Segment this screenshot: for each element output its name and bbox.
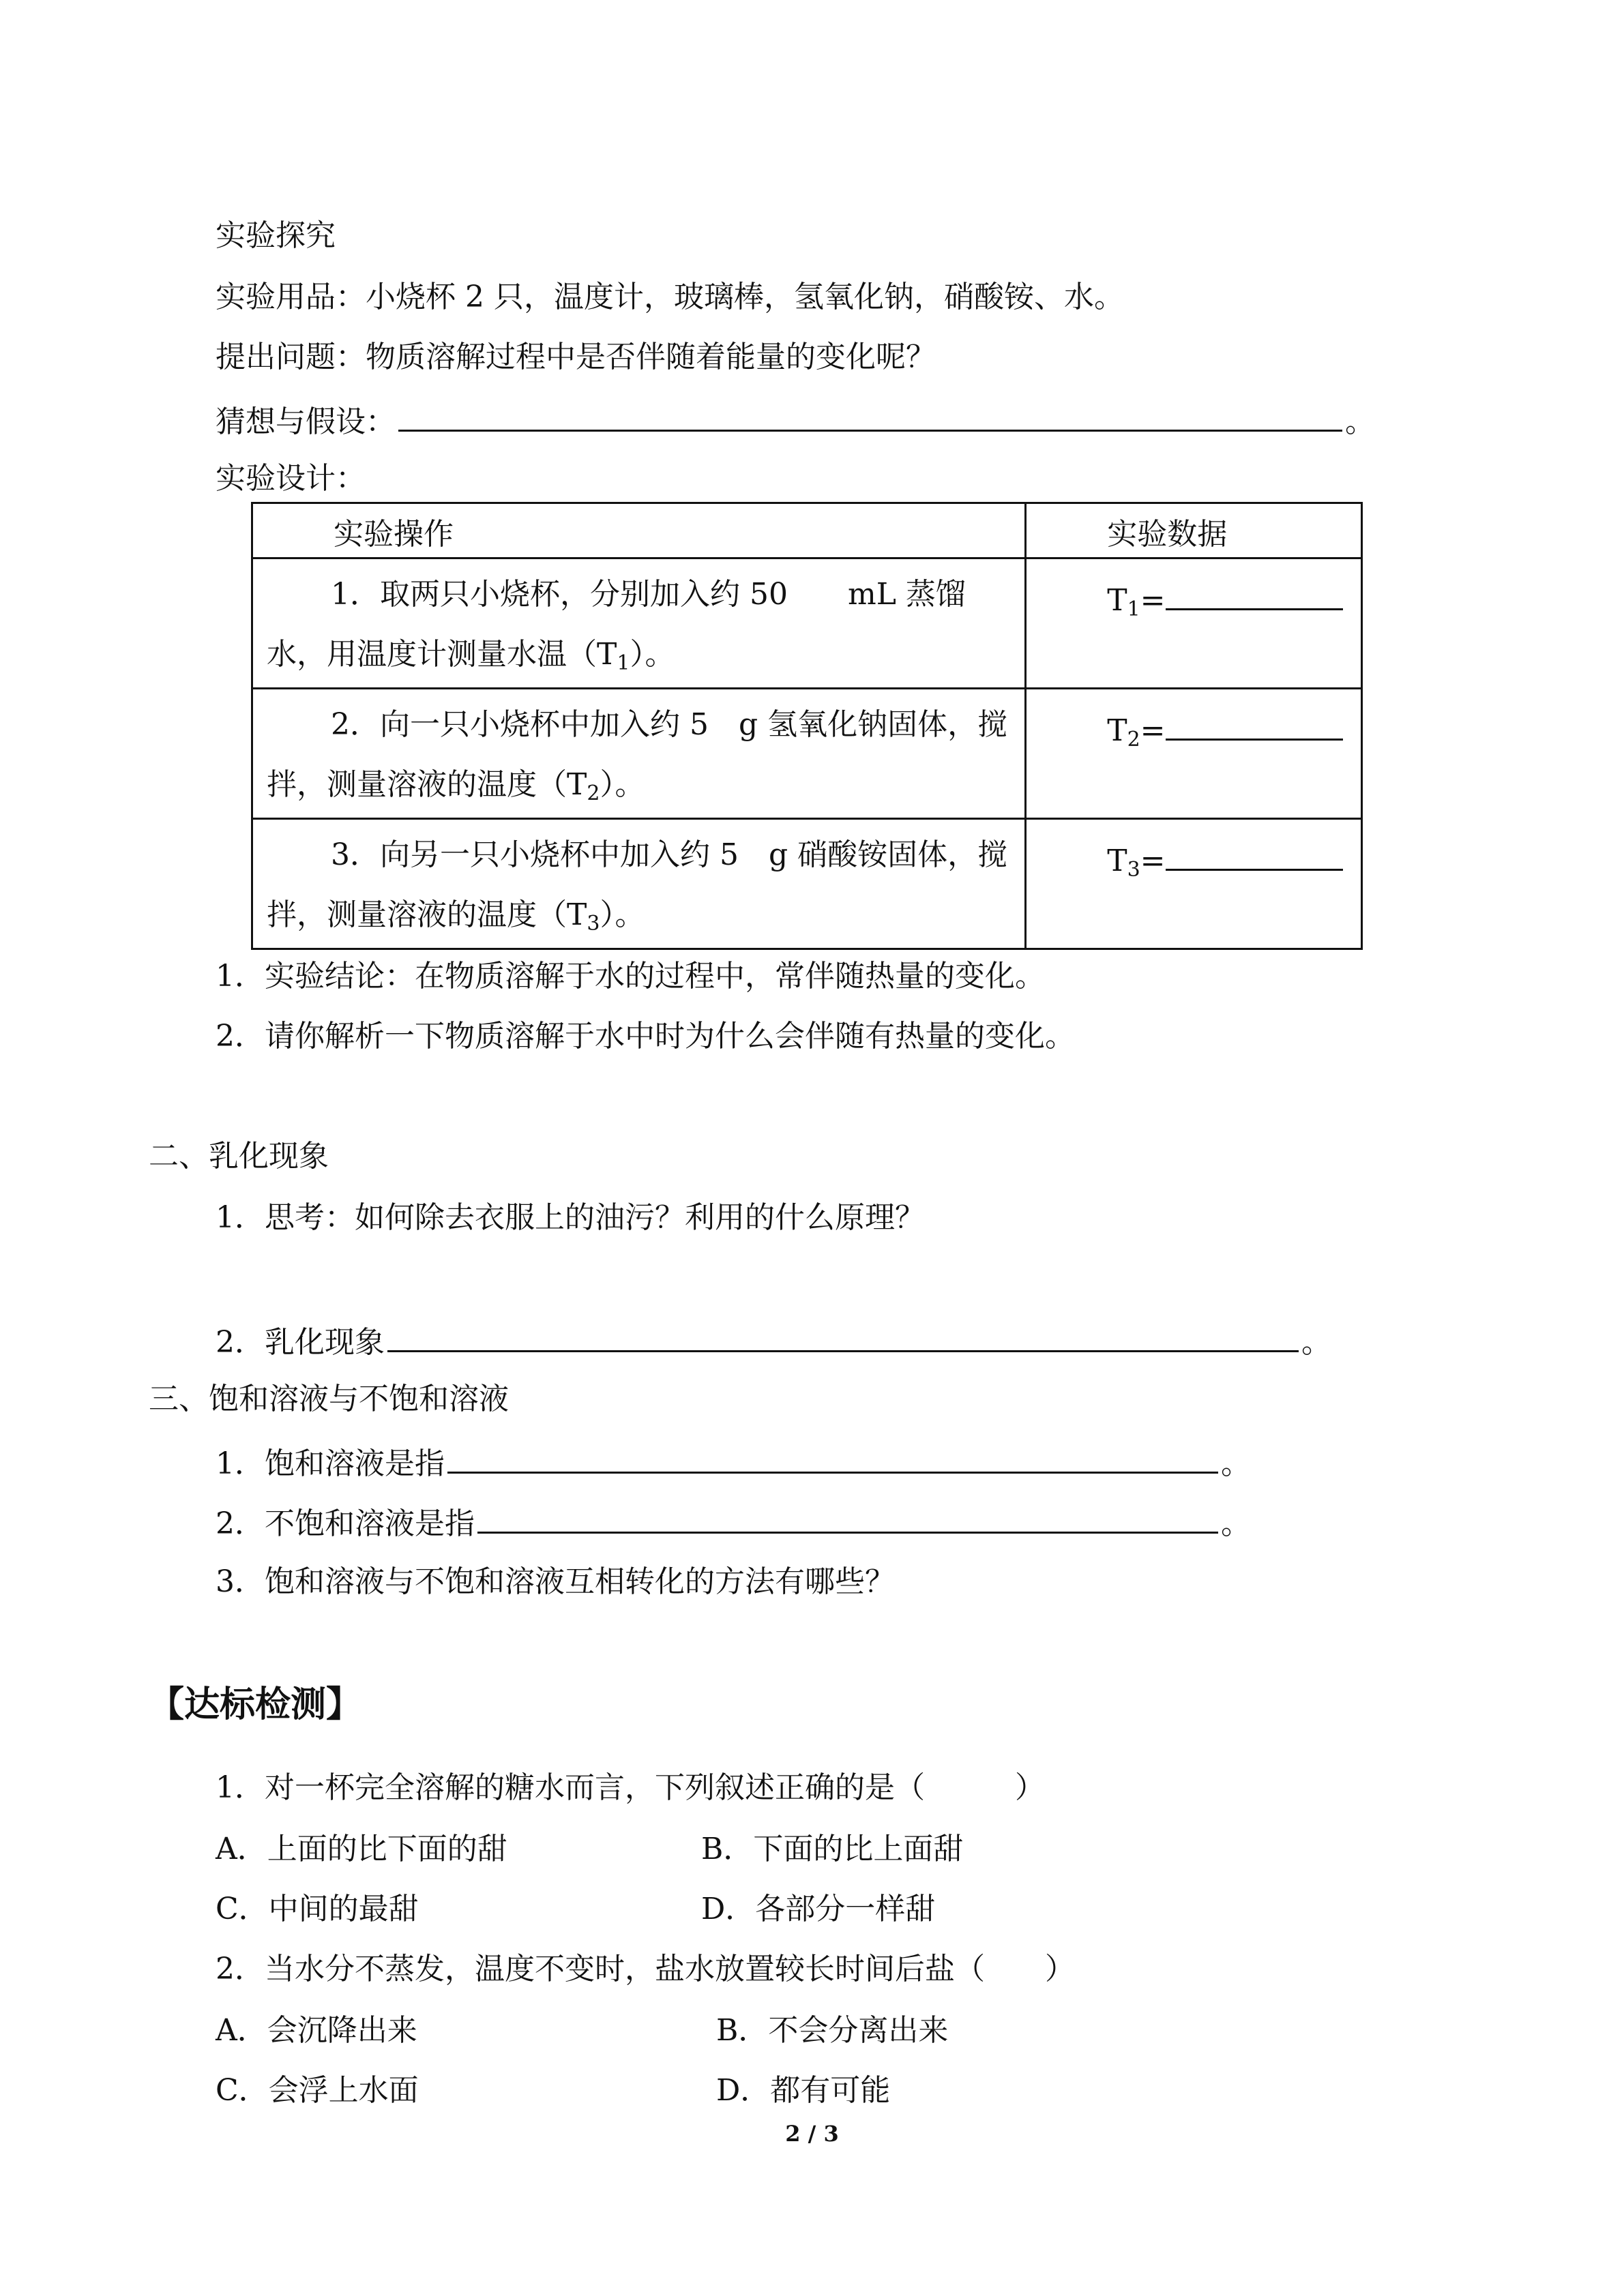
table-row bbox=[252, 558, 1362, 689]
section3-q3: 3．饱和溶液与不饱和溶液互相转化的方法有哪些？ bbox=[216, 1564, 895, 1599]
page-number: 2 / 3 bbox=[785, 2121, 839, 2147]
row-num: 3． bbox=[331, 837, 380, 872]
data-sub: 3 bbox=[1127, 858, 1140, 882]
data-eq: = bbox=[1140, 583, 1166, 618]
q2-option-d[interactable]: D．都有可能 bbox=[716, 2073, 891, 2108]
saturated-label: 1．饱和溶液是指 bbox=[216, 1446, 445, 1481]
table-row bbox=[252, 689, 1362, 819]
test-q1: 1．对一杯完全溶解的糖水而言，下列叙述正确的是（ ） bbox=[216, 1770, 1045, 1805]
section2-q1: 1．思考：如何除去衣服上的油污？利用的什么原理？ bbox=[216, 1200, 925, 1235]
unsaturated-label: 2．不饱和溶液是指 bbox=[216, 1506, 475, 1541]
row-num: 2． bbox=[331, 707, 380, 742]
col-data-header: 实验数据 bbox=[1107, 517, 1228, 552]
row-num: 1． bbox=[331, 577, 380, 612]
section2-title: 二、乳化现象 bbox=[149, 1139, 329, 1174]
data-sub: 2 bbox=[1127, 728, 1140, 751]
data-label: T bbox=[1107, 844, 1127, 878]
row-end: ）。 bbox=[600, 897, 645, 932]
saturated-end: 。 bbox=[1221, 1446, 1251, 1481]
hypothesis-line bbox=[216, 398, 1375, 443]
t3-blank[interactable] bbox=[1166, 839, 1343, 871]
section-title: 实验探究 bbox=[216, 218, 336, 253]
table-row bbox=[252, 819, 1362, 949]
unsaturated-blank[interactable] bbox=[477, 1500, 1218, 1534]
conclusion-text: 1．实验结论：在物质溶解于水的过程中，常伴随热量的变化。 bbox=[216, 959, 1045, 994]
analysis-text: 2．请你解析一下物质溶解于水中时为什么会伴随有热量的变化。 bbox=[216, 1019, 1075, 1054]
row-text: 向一只小烧杯中加入约 5 g 氢氧化钠固体，搅拌，测量溶液的温度（T bbox=[267, 707, 1008, 802]
row-sub: 3 bbox=[587, 912, 600, 936]
q1-option-a[interactable]: A．上面的比下面的甜 bbox=[216, 1832, 507, 1866]
t1-blank[interactable] bbox=[1166, 578, 1343, 610]
row-text: 取两只小烧杯，分别加入约 50 mL 蒸馏水，用温度计测量水温（T bbox=[267, 577, 966, 672]
row-end: ）。 bbox=[630, 637, 675, 672]
row-end: ）。 bbox=[600, 767, 645, 802]
section2-q2-line bbox=[216, 1319, 1331, 1363]
col-op-header: 实验操作 bbox=[334, 517, 454, 552]
emulsify-blank[interactable] bbox=[387, 1319, 1299, 1352]
row-sub: 2 bbox=[587, 781, 600, 805]
q2-option-b[interactable]: B．不会分离出来 bbox=[716, 2013, 949, 2048]
data-eq: = bbox=[1140, 713, 1166, 748]
unsaturated-end: 。 bbox=[1221, 1506, 1251, 1541]
data-label: T bbox=[1107, 583, 1127, 618]
data-label: T bbox=[1107, 713, 1127, 748]
row-text: 向另一只小烧杯中加入约 5 g 硝酸铵固体，搅拌，测量溶液的温度（T bbox=[267, 837, 1008, 932]
emulsify-end: 。 bbox=[1301, 1325, 1331, 1360]
section3-q1-line bbox=[216, 1440, 1251, 1485]
design-label: 实验设计： bbox=[216, 461, 366, 496]
hypothesis-blank[interactable] bbox=[398, 398, 1342, 432]
experiment-table bbox=[251, 502, 1363, 950]
q1-option-c[interactable]: C．中间的最甜 bbox=[216, 1892, 419, 1926]
table-header-row bbox=[252, 503, 1362, 558]
hypothesis-label: 猜想与假设： bbox=[216, 404, 396, 439]
section3-title: 三、饱和溶液与不饱和溶液 bbox=[149, 1382, 509, 1416]
q1-option-d[interactable]: D．各部分一样甜 bbox=[701, 1892, 936, 1926]
t2-blank[interactable] bbox=[1166, 709, 1343, 741]
materials-text: 实验用品：小烧杯 2 只，温度计，玻璃棒，氢氧化钠，硝酸铵、水。 bbox=[216, 280, 1124, 314]
hypothesis-end: 。 bbox=[1345, 404, 1375, 439]
data-sub: 1 bbox=[1127, 597, 1140, 621]
q2-option-a[interactable]: A．会沉降出来 bbox=[216, 2013, 417, 2048]
data-eq: = bbox=[1140, 844, 1166, 878]
question-text: 提出问题：物质溶解过程中是否伴随着能量的变化呢？ bbox=[216, 340, 936, 374]
q1-option-b[interactable]: B．下面的比上面甜 bbox=[701, 1832, 964, 1866]
test-q2: 2．当水分不蒸发，温度不变时，盐水放置较长时间后盐（ ） bbox=[216, 1952, 1075, 1986]
section3-q2-line bbox=[216, 1500, 1251, 1545]
test-heading: 【达标检测】 bbox=[149, 1684, 362, 1725]
emulsify-label: 2．乳化现象 bbox=[216, 1325, 385, 1360]
q2-option-c[interactable]: C．会浮上水面 bbox=[216, 2073, 419, 2108]
saturated-blank[interactable] bbox=[447, 1440, 1218, 1474]
row-sub: 1 bbox=[617, 651, 630, 675]
